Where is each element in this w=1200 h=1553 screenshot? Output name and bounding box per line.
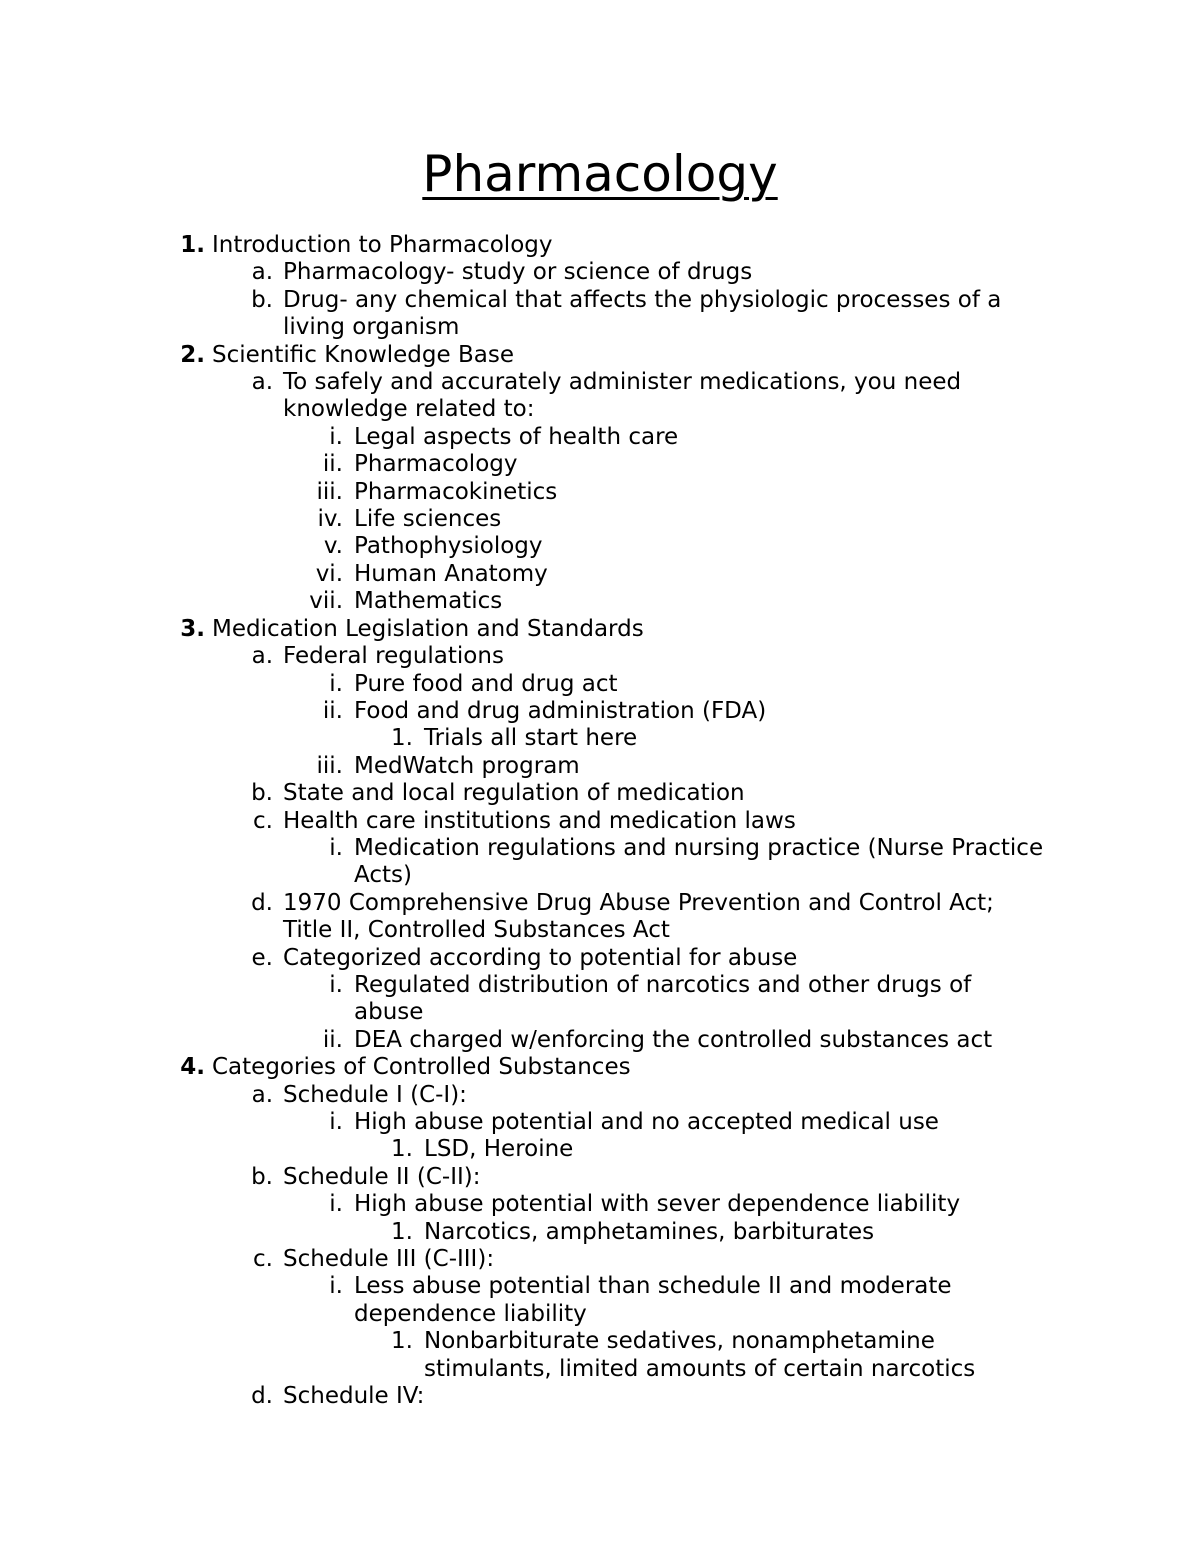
outline-item-level-2 bbox=[0, 808, 1200, 835]
list-item-text: Life sciences bbox=[354, 506, 502, 533]
outline-list bbox=[0, 232, 1200, 1410]
list-item-text: MedWatch program bbox=[354, 752, 580, 779]
list-item-text: High abuse potential and no accepted medical use bbox=[354, 1109, 939, 1135]
list-item-text: Less abuse potential than schedule II and moderate bbox=[354, 1273, 952, 1300]
outline-item-level-2 bbox=[0, 917, 1200, 944]
outline-item-level-4 bbox=[0, 1356, 1200, 1383]
list-item-text: 1970 Comprehensive Drug Abuse Prevention and Control Act; bbox=[283, 889, 994, 916]
list-item-text: Schedule II (C-II): bbox=[283, 1163, 481, 1190]
outline-item-level-2 bbox=[0, 396, 1200, 423]
outline-item-level-3 bbox=[0, 479, 1200, 506]
list-item-text: LSD, Heroine bbox=[424, 1136, 574, 1163]
outline-item-level-1 bbox=[0, 232, 1200, 259]
outline-item-level-3 bbox=[0, 1301, 1200, 1328]
list-marker: 1. bbox=[391, 1136, 413, 1163]
list-item-text: Acts) bbox=[354, 862, 412, 889]
list-item-text: High abuse potential with sever dependence liability bbox=[354, 1191, 961, 1218]
outline-item-level-2 bbox=[0, 945, 1200, 972]
outline-item-level-3 bbox=[0, 972, 1200, 999]
outline-item-level-3 bbox=[0, 698, 1200, 725]
outline-item-level-3 bbox=[0, 533, 1200, 560]
list-item-text: Schedule III (C-III): bbox=[283, 1246, 495, 1273]
list-item-text: Legal aspects of health care bbox=[354, 423, 679, 450]
outline-item-level-3 bbox=[0, 506, 1200, 533]
list-item-text: Categories of Controlled Substances bbox=[212, 1054, 631, 1081]
list-item-text: knowledge related to: bbox=[283, 396, 535, 423]
list-marker: b. bbox=[251, 1163, 273, 1190]
list-item-text: Schedule I (C-I): bbox=[283, 1081, 467, 1108]
outline-item-level-4 bbox=[0, 1328, 1200, 1355]
list-item-text: Introduction to Pharmacology bbox=[212, 232, 553, 258]
outline-item-level-2 bbox=[0, 369, 1200, 396]
outline-item-level-3 bbox=[0, 862, 1200, 889]
list-marker: a. bbox=[251, 643, 273, 670]
list-marker: i. bbox=[329, 670, 343, 697]
outline-item-level-3 bbox=[0, 1191, 1200, 1218]
outline-item-level-2 bbox=[0, 1246, 1200, 1273]
list-item-text: State and local regulation of medication bbox=[283, 780, 745, 807]
list-marker: iv. bbox=[317, 506, 343, 533]
list-marker: i. bbox=[329, 834, 343, 861]
list-item-text: Medication regulations and nursing practice (Nurse Practice bbox=[354, 834, 1044, 861]
list-marker: i. bbox=[329, 1273, 343, 1300]
list-item-text: Health care institutions and medication laws bbox=[283, 807, 796, 834]
list-marker: 1. bbox=[391, 1328, 413, 1355]
outline-item-level-2 bbox=[0, 780, 1200, 807]
outline-item-level-3 bbox=[0, 1027, 1200, 1054]
outline-item-level-3 bbox=[0, 835, 1200, 862]
list-marker: i. bbox=[329, 423, 343, 450]
list-marker: 1. bbox=[391, 725, 413, 752]
list-item-text: Medication Legislation and Standards bbox=[212, 615, 644, 642]
outline-item-level-3 bbox=[0, 671, 1200, 698]
list-item-text: dependence liability bbox=[354, 1300, 587, 1327]
outline-item-level-4 bbox=[0, 1219, 1200, 1246]
list-item-text: abuse bbox=[354, 999, 424, 1026]
list-item-text: Pathophysiology bbox=[354, 533, 543, 560]
list-marker: a. bbox=[251, 1081, 273, 1108]
list-marker: 1. bbox=[391, 1218, 413, 1245]
list-item-text: Schedule IV: bbox=[283, 1383, 425, 1410]
outline-item-level-4 bbox=[0, 725, 1200, 752]
list-marker: d. bbox=[251, 889, 273, 916]
outline-item-level-1 bbox=[0, 342, 1200, 369]
list-marker: ii. bbox=[322, 451, 343, 478]
list-item-text: Drug- any chemical that affects the physiologic processes of a bbox=[283, 286, 1002, 313]
list-item-text: Nonbarbiturate sedatives, nonamphetamine bbox=[424, 1328, 935, 1355]
list-marker: i. bbox=[329, 1191, 343, 1218]
list-marker: e. bbox=[251, 944, 273, 971]
list-marker: 4. bbox=[180, 1054, 205, 1081]
list-item-text: Regulated distribution of narcotics and other drugs of bbox=[354, 971, 972, 998]
outline-item-level-3 bbox=[0, 561, 1200, 588]
outline-item-level-3 bbox=[0, 424, 1200, 451]
list-marker: 2. bbox=[180, 341, 205, 368]
list-marker: d. bbox=[251, 1383, 273, 1410]
outline-item-level-3 bbox=[0, 1273, 1200, 1300]
outline-item-level-2 bbox=[0, 643, 1200, 670]
outline-item-level-3 bbox=[0, 1109, 1200, 1136]
list-item-text: Mathematics bbox=[354, 588, 503, 615]
outline-item-level-3 bbox=[0, 999, 1200, 1026]
list-marker: c. bbox=[253, 807, 273, 834]
list-item-text: stimulants, limited amounts of certain narcotics bbox=[424, 1355, 976, 1382]
list-marker: a. bbox=[251, 369, 273, 396]
list-item-text: Narcotics, amphetamines, barbiturates bbox=[424, 1218, 875, 1245]
list-item-text: DEA charged w/enforcing the controlled substances act bbox=[354, 1026, 993, 1053]
outline-item-level-2 bbox=[0, 1164, 1200, 1191]
list-marker: 3. bbox=[180, 615, 205, 642]
list-marker: ii. bbox=[322, 697, 343, 724]
outline-item-level-2 bbox=[0, 314, 1200, 341]
outline-item-level-3 bbox=[0, 753, 1200, 780]
list-marker: vii. bbox=[309, 588, 343, 615]
list-marker: i. bbox=[329, 1109, 343, 1135]
outline-item-level-1 bbox=[0, 1054, 1200, 1081]
list-item-text: Pharmacology bbox=[354, 451, 518, 478]
list-item-text: Scientific Knowledge Base bbox=[212, 341, 514, 368]
outline-item-level-3 bbox=[0, 588, 1200, 615]
list-marker: b. bbox=[251, 286, 273, 313]
list-marker: iii. bbox=[316, 752, 343, 779]
outline-item-level-2 bbox=[0, 1383, 1200, 1410]
outline-item-level-2 bbox=[0, 287, 1200, 314]
list-item-text: Federal regulations bbox=[283, 643, 504, 670]
list-item-text: Title II, Controlled Substances Act bbox=[283, 917, 670, 944]
list-item-text: Pure food and drug act bbox=[354, 670, 618, 697]
outline-item-level-2 bbox=[0, 259, 1200, 286]
list-item-text: Food and drug administration (FDA) bbox=[354, 697, 767, 724]
list-marker: i. bbox=[329, 971, 343, 998]
list-item-text: Pharmacology- study or science of drugs bbox=[283, 259, 753, 286]
list-marker: ii. bbox=[322, 1026, 343, 1053]
list-marker: 1. bbox=[180, 232, 205, 258]
outline-item-level-1 bbox=[0, 616, 1200, 643]
list-item-text: Trials all start here bbox=[424, 725, 638, 752]
list-marker: c. bbox=[253, 1246, 273, 1273]
list-item-text: Pharmacokinetics bbox=[354, 478, 558, 505]
list-marker: iii. bbox=[316, 478, 343, 505]
list-marker: b. bbox=[251, 780, 273, 807]
list-marker: a. bbox=[251, 259, 273, 286]
list-marker: vi. bbox=[315, 560, 343, 587]
list-item-text: living organism bbox=[283, 314, 460, 341]
list-item-text: Human Anatomy bbox=[354, 560, 548, 587]
outline-item-level-3 bbox=[0, 451, 1200, 478]
list-item-text: To safely and accurately administer medications, you need bbox=[283, 369, 962, 396]
outline-item-level-4 bbox=[0, 1136, 1200, 1163]
outline-item-level-2 bbox=[0, 1082, 1200, 1109]
outline-item-level-2 bbox=[0, 890, 1200, 917]
list-item-text: Categorized according to potential for abuse bbox=[283, 944, 798, 971]
list-marker: v. bbox=[323, 533, 343, 560]
page-title: Pharmacology bbox=[422, 145, 778, 203]
